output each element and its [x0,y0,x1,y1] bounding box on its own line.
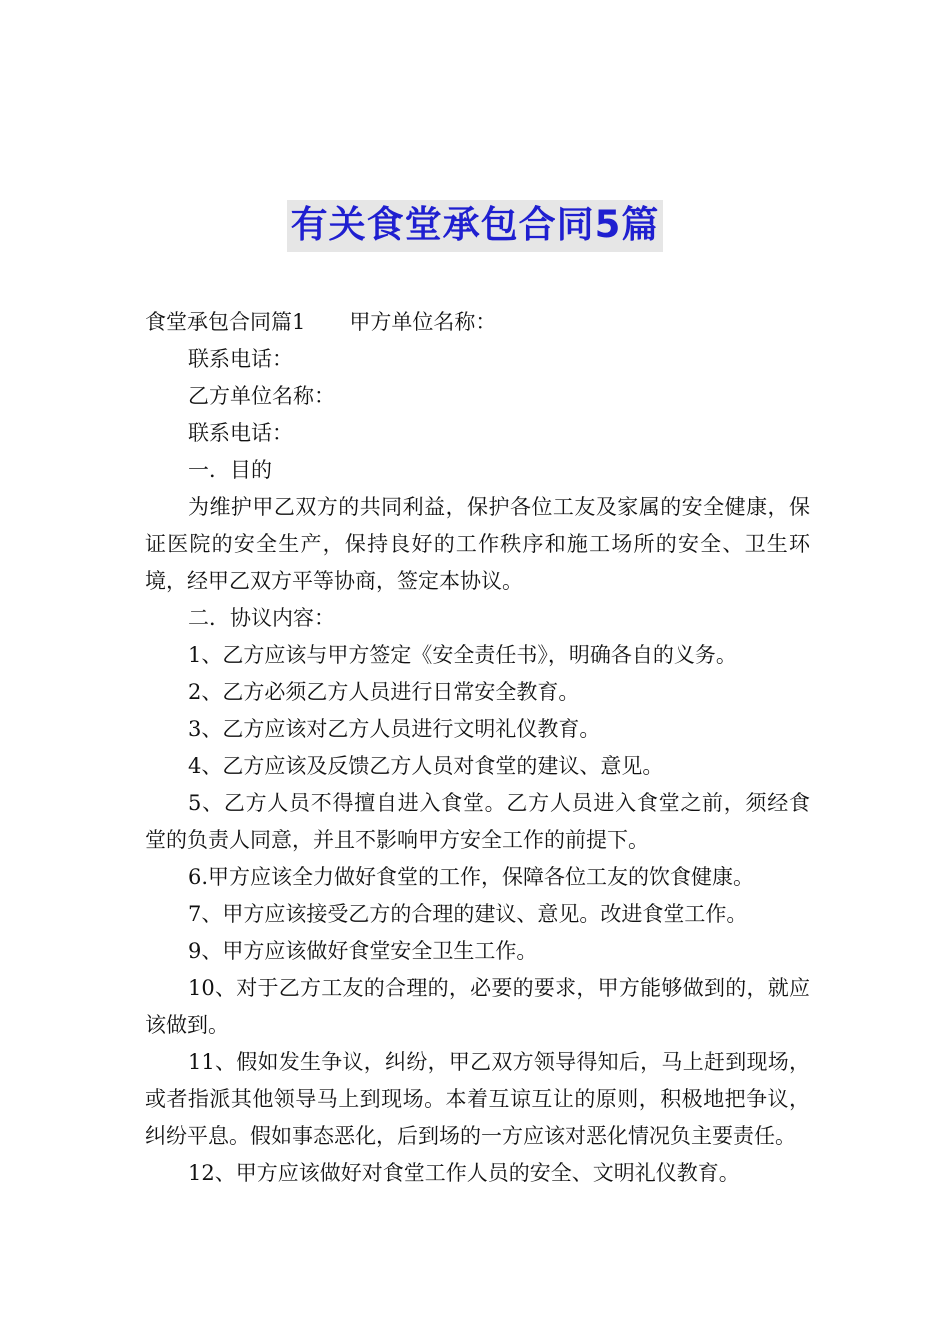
document-body [145,304,810,1192]
contract-heading-line [145,304,810,341]
paragraph: 6.甲方应该全力做好食堂的工作，保障各位工友的饮食健康。 [188,865,755,889]
paragraph: 7、甲方应该接受乙方的合理的建议、意见。改进食堂工作。 [188,902,748,926]
paragraph: 联系电话： [188,347,293,371]
paragraph: 二．协议内容： [188,606,335,630]
party-a-name-label: 甲方单位名称： [349,310,497,334]
paragraph: 11、假如发生争议，纠纷，甲乙双方领导得知后，马上赶到现场，或者指派其他领导马上到现场。本着互谅互让的原则，积极地把争议，纠纷平息。假如事态恶化，后到场的一方应该对恶化情况负主要责任。 [145,1050,810,1148]
paragraph: 联系电话： [188,421,293,445]
paragraph: 3、乙方应该对乙方人员进行文明礼仪教育。 [188,717,601,741]
paragraph: 为维护甲乙双方的共同利益，保护各位工友及家属的安全健康，保证医院的安全生产，保持良好的工作秩序和施工场所的安全、卫生环境，经甲乙双方平等协商，签定本协议。 [145,495,810,593]
document-title: 有关食堂承包合同5篇 [287,200,664,252]
paragraph: 10、对于乙方工友的合理的，必要的要求，甲方能够做到的，就应该做到。 [145,976,810,1037]
contract-heading-label: 食堂承包合同篇1 [145,310,306,334]
paragraph: 5、乙方人员不得擅自进入食堂。乙方人员进入食堂之前，须经食堂的负责人同意，并且不影响甲方安全工作的前提下。 [145,791,810,852]
paragraph: 2、乙方必须乙方人员进行日常安全教育。 [188,680,580,704]
paragraph: 9、甲方应该做好食堂安全卫生工作。 [188,939,538,963]
paragraph: 4、乙方应该及反馈乙方人员对食堂的建议、意见。 [188,754,664,778]
title-wrapper [0,175,950,277]
paragraph: 1、乙方应该与甲方签定《安全责任书》，明确各自的义务。 [188,643,737,667]
paragraph: 一．目的 [188,458,272,482]
paragraph: 12、甲方应该做好对食堂工作人员的安全、文明礼仪教育。 [188,1161,740,1185]
paragraph: 乙方单位名称： [188,384,335,408]
